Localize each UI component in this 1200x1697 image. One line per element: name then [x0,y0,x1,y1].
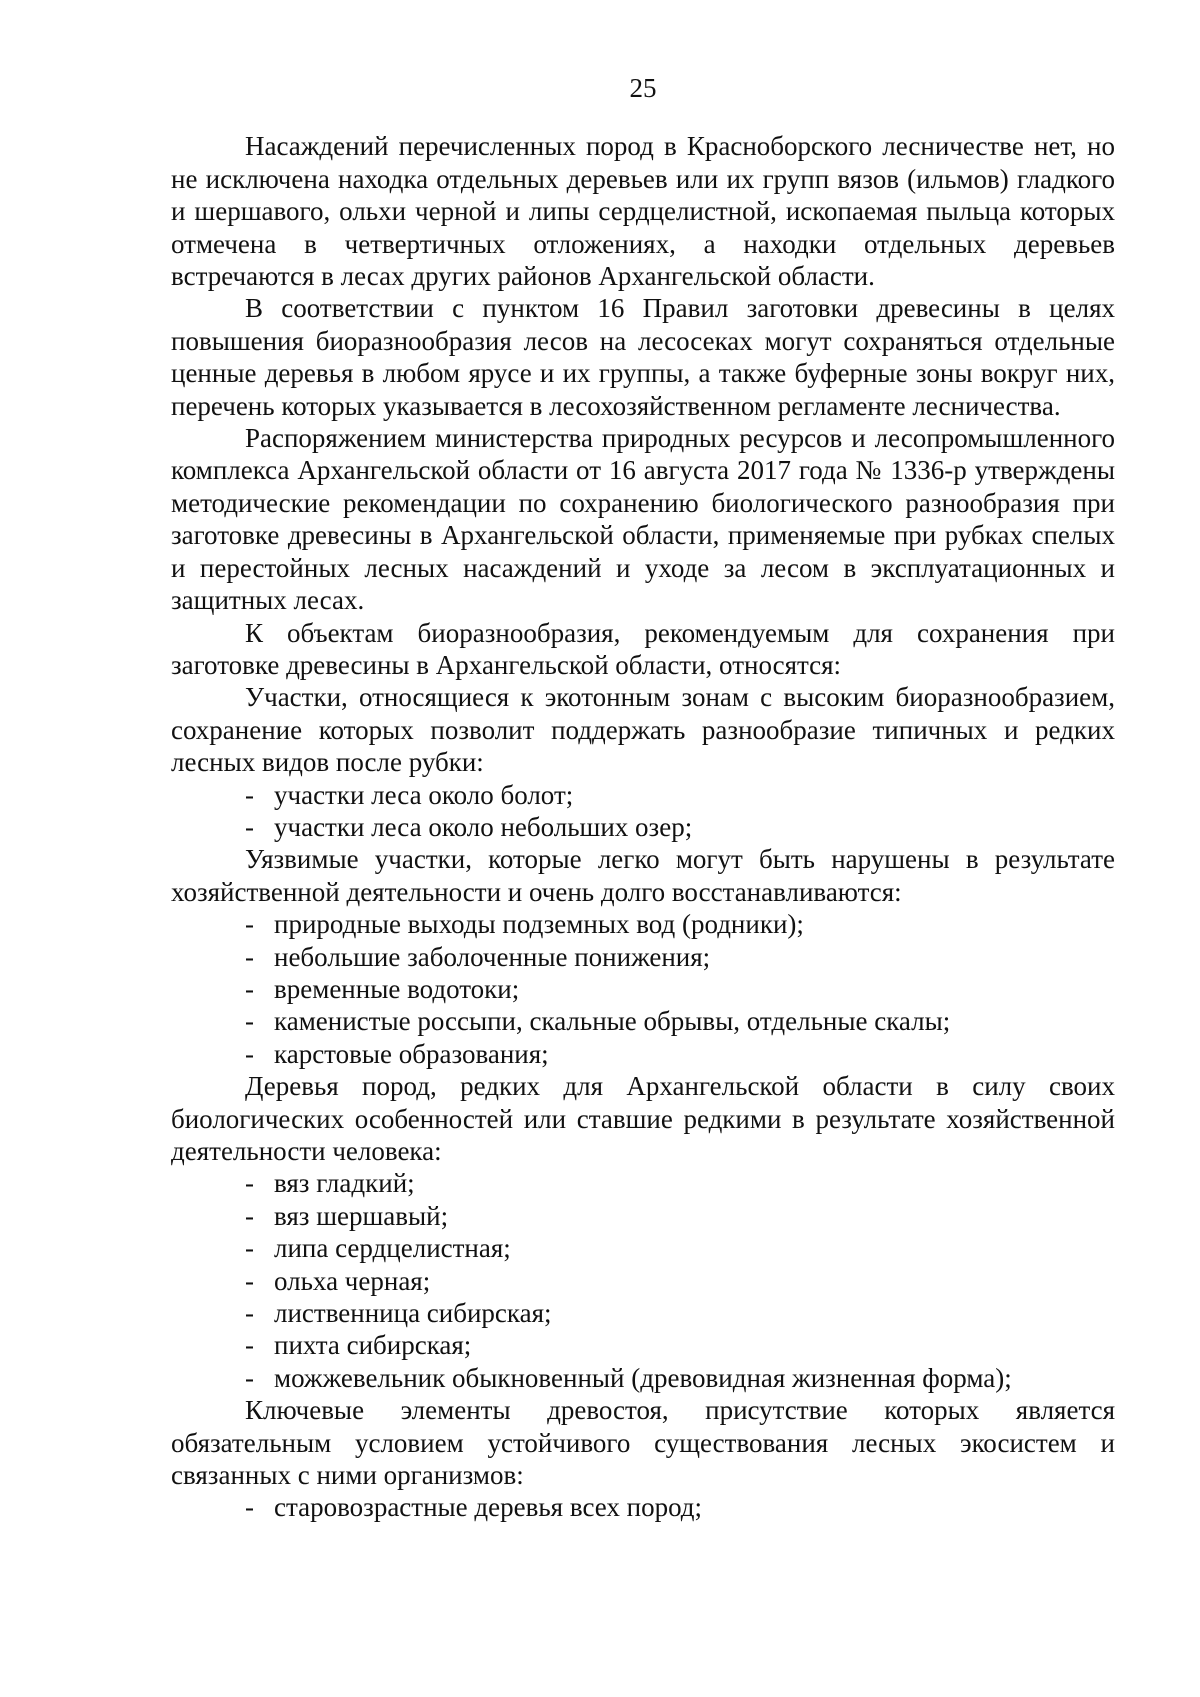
list-item [171,1167,1115,1199]
list-item [171,811,1115,843]
list-item-text: лиственница сибирская; [274,1298,552,1329]
list-item [171,1232,1115,1264]
list-item [171,1491,1115,1523]
paragraph: Участки, относящиеся к экотонным зонам с высоким биоразнообразием, сохранение которых позволит поддержать разнообразие типичных и редких лесных видов после рубки: [171,682,1115,778]
list-marker: - [245,1298,254,1329]
list-item-text: природные выходы подземных вод (родники); [274,909,804,940]
paragraph: Распоряжением министерства природных ресурсов и лесопромышленного комплекса Архангельской области от 16 августа 2017 года № 1336-р утверждены методические рекомендации по сохранению биологического разнообразия при заготовке древесины в Архангельской области, применяемые при рубках спелых и перестойных лесных насаждений и уходе за лесом в эксплуатационных и защитных лесах. [171,423,1115,616]
list-item [171,973,1115,1005]
list-marker: - [245,779,254,810]
list-marker: - [245,1265,254,1296]
bullet-list [171,1491,1115,1523]
paragraph: Насаждений перечисленных пород в Красноборского лесничестве нет, но не исключена находка отдельных деревьев или их групп вязов (ильмов) гладкого и шершавого, ольхи черной и липы сердцелистной, ископаемая пыльца которых отмечена в четвертичных отложениях, а находки отдельных деревьев встречаются в лесах других районов Архангельской области. [171,131,1115,292]
list-item [171,1038,1115,1070]
paragraph: Уязвимые участки, которые легко могут быть нарушены в результате хозяйственной деятельности и очень долго восстанавливаются: [171,844,1115,907]
list-marker: - [245,1362,254,1393]
list-marker: - [245,1330,254,1361]
list-marker: - [245,909,254,940]
paragraph: В соответствии с пунктом 16 Правил заготовки древесины в целях повышения биоразнообразия лесов на лесосеках могут сохраняться отдельные ценные деревья в любом ярусе и их группы, а также буферные зоны вокруг них, перечень которых указывается в лесохозяйственном регламенте лесничества. [171,293,1115,421]
paragraph: Ключевые элементы древостоя, присутствие которых является обязательным условием устойчивого существования лесных экосистем и связанных с ними организмов: [171,1395,1115,1491]
list-marker: - [245,1233,254,1264]
list-item [171,779,1115,811]
page-number: 25 [629,73,657,103]
list-item-text: ольха черная; [274,1265,431,1296]
list-item-text: карстовые образования; [274,1038,549,1069]
list-item [171,1362,1115,1394]
list-item-text: вяз шершавый; [274,1200,449,1231]
list-marker: - [245,973,254,1004]
list-item-text: можжевельник обыкновенный (древовидная жизненная форма); [274,1362,1012,1393]
list-item-text: участки леса около болот; [274,779,574,810]
list-item [171,1005,1115,1037]
list-item-text: старовозрастные деревья всех пород; [274,1492,703,1523]
list-marker: - [245,1492,254,1523]
list-item-text: участки леса около небольших озер; [274,811,693,842]
list-marker: - [245,1168,254,1199]
list-item-text: вяз гладкий; [274,1168,415,1199]
bullet-list [171,908,1115,1070]
list-item-text: временные водотоки; [274,973,520,1004]
list-item-text: каменистые россыпи, скальные обрывы, отдельные скалы; [274,1006,951,1037]
list-marker: - [245,1038,254,1069]
paragraph: К объектам биоразнообразия, рекомендуемым для сохранения при заготовке древесины в Архангельской области, относятся: [171,617,1115,680]
list-marker: - [245,1200,254,1231]
list-item [171,908,1115,940]
bullet-list [171,1167,1115,1394]
list-item [171,941,1115,973]
list-item [171,1265,1115,1297]
list-marker: - [245,941,254,972]
list-item [171,1329,1115,1361]
list-item [171,1200,1115,1232]
bullet-list [171,779,1115,844]
list-marker: - [245,811,254,842]
list-item-text: небольшие заболоченные понижения; [274,941,711,972]
paragraph: Деревья пород, редких для Архангельской области в силу своих биологических особенностей или ставшие редкими в результате хозяйственной деятельности человека: [171,1071,1115,1166]
list-item-text: пихта сибирская; [274,1330,472,1361]
list-item [171,1297,1115,1329]
list-marker: - [245,1006,254,1037]
list-item-text: липа сердцелистная; [274,1233,511,1264]
document-body [171,130,1115,1523]
